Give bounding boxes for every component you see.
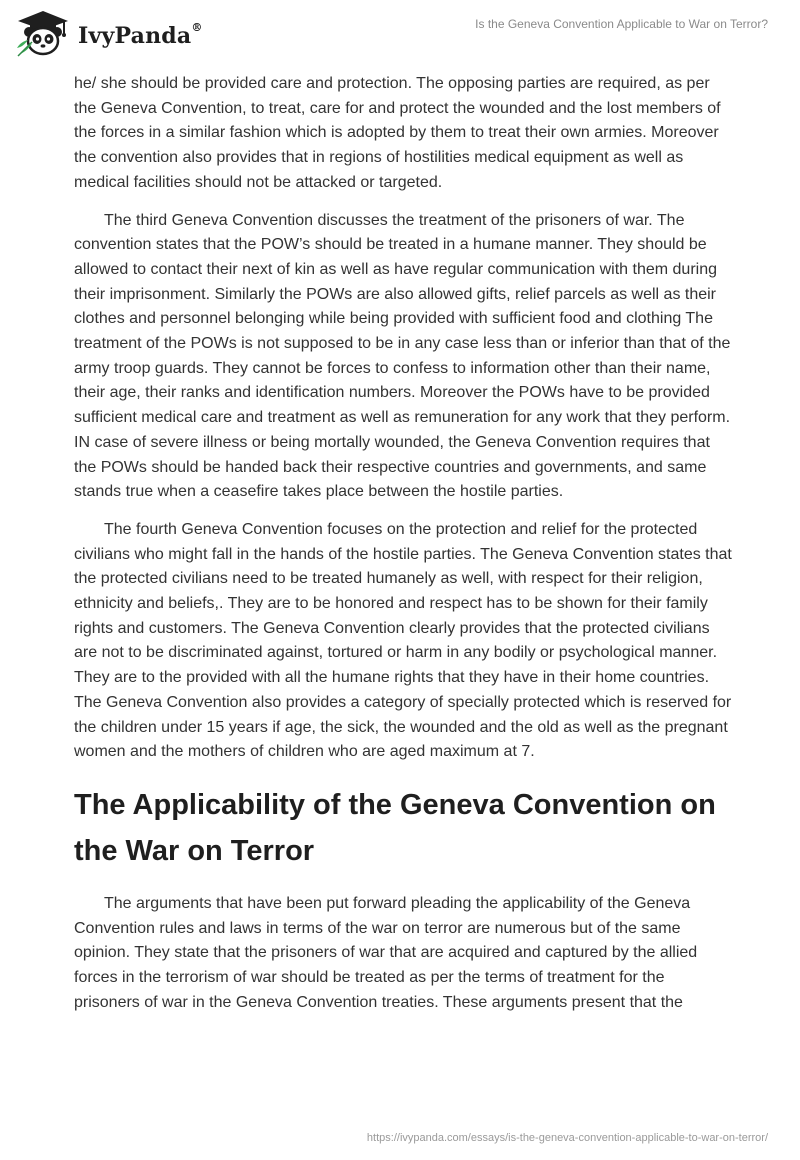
brand-name: IvyPanda® (78, 21, 203, 49)
panda-graduate-icon (14, 8, 72, 58)
paragraph-fourth-convention: The fourth Geneva Convention focuses on the protection and relief for the protected civilians who might fall in the hands of the hostile parties. The Geneva Convention states that the protected civilians need to be treated humanely as well, with respect for their religion, ethnicity and beliefs,. They are to be honored and respect has to be shown for their family rights and customers. The Geneva Convention clearly provides that the protected civilians are not to be discriminated against, tortured or harm in any bodily or psychological manner. They are to the provided with all the humane rights that they have in their home countries. The Geneva Convention also provides a category of specially protected which is reserved for the children under 15 years if age, the sick, the wounded and the old as well as the pregnant women and the mothers of children who are aged maximum at 7. (74, 520, 732, 761)
page-title: Is the Geneva Convention Applicable to War on Terror? (475, 17, 768, 31)
paragraph-third-convention: The third Geneva Convention discusses the treatment of the prisoners of war. The convention states that the POW’s should be treated in a humane manner. They should be allowed to contact their next of kin as well as have regular communication with them during their imprisonment. Similarly the POWs are also allowed gifts, relief parcels as well as their clothes and personnel belonging while being provided with sufficient food and clothing The treatment of the POWs is not supposed to be in any case less than or inferior than that of the army troop guards. They cannot be forces to confess to information other than their name, their age, their ranks and identification numbers. Moreover the POWs have to be provided sufficient medical care and treatment as well as remuneration for any work that they perform. IN case of severe illness or being mortally wounded, the Geneva Convention requires that the POWs should be handed back their respective countries and governments, and same stands true when a ceasefire takes place between the hostile parties. (74, 211, 731, 501)
essay-body (74, 72, 734, 1029)
paragraph-continued: he/ she should be provided care and protection. The opposing parties are required, as per the Geneva Convention, to treat, care for and protect the wounded and the lost members of the forces in a similar fashion which is adopted by them to treat their own armies. Moreover the convention also provides that in regions of hostilities medical equipment as well as medical facilities should not be attacked or targeted. (74, 75, 721, 191)
ivypanda-logo[interactable] (14, 8, 203, 58)
paragraph-arguments: The arguments that have been put forward pleading the applicability of the Geneva Convention rules and laws in terms of the war on terror are numerous but of the same opinion. They state that the prisoners of war that are acquired and captured by the allied forces in the terrorism of war should be treated as per the terms of treatment for the prisoners of war in the Geneva Convention treaties. These arguments present that the (74, 894, 698, 1011)
source-url[interactable]: https://ivypanda.com/essays/is-the-geneva-convention-applicable-to-war-on-terror/ (366, 1132, 768, 1144)
section-heading: The Applicability of the Geneva Convention on the War on Terror (74, 788, 716, 867)
page-header (0, 0, 800, 70)
